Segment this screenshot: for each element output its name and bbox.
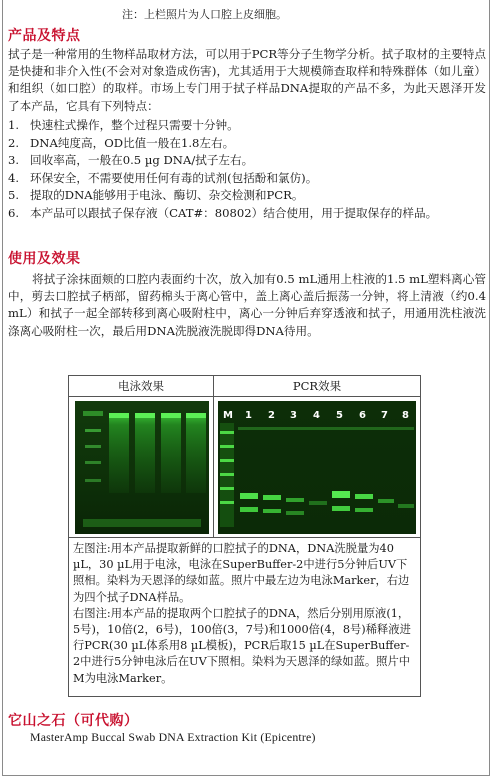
intro-paragraph: 拭子是一种常用的生物样品取材方法，可以用于PCR等分子生物学分析。拭子取材的主要特点是快捷和非介入性(不会对对象造成伤害)，尤其适用于大规模筛查取样和特殊群体（如儿童）和组织（如口腔）的取样。市场上专门用于拭子样品DNA提取的产品不多，为此天恩泽开发了本产品，它具有下列特点： (8, 47, 486, 113)
section-heading-alternatives: 它山之石（可代购） (8, 713, 139, 729)
list-item: 4. 环保安全，不需要使用任何有毒的试剂(包括酚和氯仿)。 (8, 170, 318, 185)
pcr-band (286, 511, 304, 515)
list-item: 1. 快速柱式操作，整个过程只需要十分钟。 (8, 118, 239, 132)
gel-band (186, 413, 206, 418)
marker-band (220, 501, 234, 504)
gel-figure (68, 375, 421, 538)
pcr-gel-image (218, 401, 416, 534)
lane-label-6: 6 (359, 410, 366, 421)
dye-front (83, 519, 201, 527)
usage-paragraph: 将拭子涂抹面颊的口腔内表面约十次，放入加有0.5 mL通用上柱液的1.5 mL塑料离心管中，剪去口腔拭子柄部，留药棉头于离心管中，盖上离心盖后振荡一分钟，将上清液（约0.4 mL）和拭子一起全部转移到离心吸附柱中，离心一分钟后弃穿透液和拭子，用通用洗柱液洗涤离心吸附柱一次，最后用DNA洗脱液洗脱即得DNA待用。 (8, 272, 486, 338)
marker-band (220, 445, 234, 448)
pcr-band (355, 508, 373, 512)
lane-label-4: 4 (313, 410, 320, 421)
gel-band (135, 413, 155, 418)
electrophoresis-gel-svg (75, 401, 209, 534)
pcr-gel-svg (218, 401, 416, 534)
figure-caption (68, 538, 421, 697)
pcr-band (332, 506, 350, 511)
pcr-band (355, 494, 373, 499)
electrophoresis-panel (69, 376, 214, 537)
pcr-panel (214, 376, 420, 537)
marker-band (85, 461, 101, 464)
lane-label-8: 8 (402, 410, 409, 421)
lane-label-5: 5 (336, 410, 343, 421)
list-item: 5. 提取的DNA能够用于电泳、酶切、杂交检测和PCR。 (8, 188, 304, 203)
alternative-product: MasterAmp Buccal Swab DNA Extraction Kit (Epicentre) (30, 730, 316, 744)
electrophoresis-title: 电泳效果 (69, 376, 213, 397)
list-item: 6. 本产品可以跟拭子保存液（CAT#：80802）结合使用，用于提取保存的样品。 (8, 205, 438, 220)
gel-lane (109, 413, 129, 493)
feature-list (8, 117, 488, 223)
lane-label-7: 7 (381, 410, 388, 421)
marker-band (220, 487, 234, 490)
pcr-band (309, 501, 327, 505)
gel-lane (186, 413, 206, 493)
marker-band (220, 473, 234, 476)
caption-left: 左图注:用本产品提取新鲜的口腔拭子的DNA，DNA洗脱量为40 µL，30 µL用于电泳，电泳在SuperBuffer-2中进行5分钟后UV下照相。染料为天恩泽的绿如蓝。照片中最左边为电泳Marker，右边为四个拭子DNA样品。 (73, 542, 410, 604)
list-item: 3. 回收率高，一般在0.5 µg DNA/拭子左右。 (8, 153, 254, 168)
gel-band (161, 413, 181, 418)
gel-lane (161, 413, 181, 493)
list-item: 2. DNA纯度高，OD比值一般在1.8左右。 (8, 135, 235, 150)
wells-row (238, 427, 414, 430)
pcr-band (286, 498, 304, 502)
marker-band (85, 445, 101, 448)
caption-right: 右图注:用本产品的提取两个口腔拭子的DNA，然后分别用原液(1，5号)，10倍(2，6号)，100倍(3，7号)和1000倍(4，8号)稀释液进行PCR(30 µL体系用8 µL模板)，PCR后取15 µL在SuperBuffer-2中进行5分钟电泳后在UV下照相。染料为天恩泽的绿如蓝。照片中M为电泳Marker。 (73, 606, 411, 685)
pcr-band (332, 491, 350, 498)
gel-well (83, 411, 103, 416)
pcr-band (378, 499, 394, 503)
pcr-band (240, 507, 258, 512)
pcr-band (240, 493, 258, 499)
lane-label-2: 2 (268, 410, 275, 421)
lane-label-3: 3 (290, 410, 297, 421)
top-note: 注：上栏照片为人口腔上皮细胞。 (122, 8, 287, 21)
marker-band (85, 479, 101, 482)
gel-lane (135, 413, 155, 493)
section-heading-features: 产品及特点 (8, 28, 81, 44)
pcr-band (263, 509, 281, 513)
section-heading-usage: 使用及效果 (8, 251, 81, 267)
marker-band (85, 429, 101, 432)
pcr-band (263, 495, 281, 500)
pcr-title: PCR效果 (214, 376, 420, 397)
lane-label-1: 1 (245, 410, 252, 421)
marker-band (220, 431, 234, 434)
pcr-band (398, 504, 414, 508)
lane-label-m: M (223, 410, 233, 421)
electrophoresis-gel-image (75, 401, 209, 534)
marker-band (220, 459, 234, 462)
gel-band (109, 413, 129, 418)
